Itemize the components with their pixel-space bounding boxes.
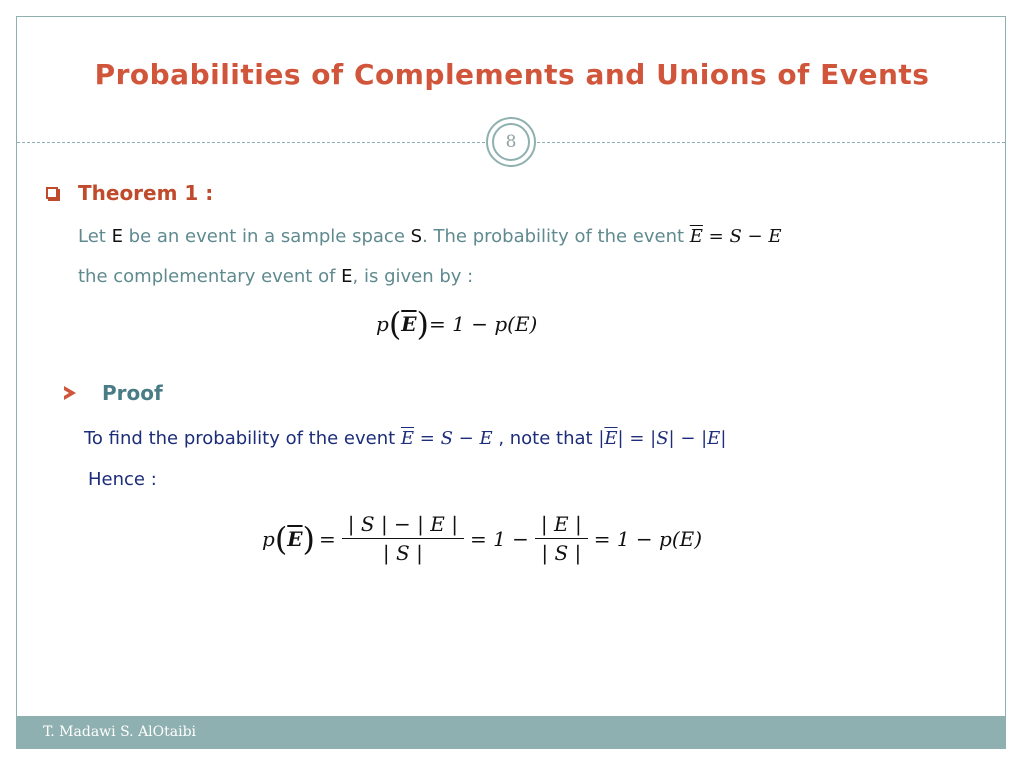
formula-paren-close: ) xyxy=(416,305,430,343)
proof-line-1 xyxy=(84,428,726,449)
page-number-badge xyxy=(486,117,536,167)
page-number: 8 xyxy=(492,123,530,161)
theorem-text: . The probability of the event xyxy=(422,226,690,247)
proof-label: Proof xyxy=(102,381,163,405)
complement-equation: = S − E xyxy=(702,226,782,247)
theorem-text: the complementary event of xyxy=(78,266,342,287)
event-symbol: E xyxy=(341,266,353,287)
abs-bar: | xyxy=(598,428,605,449)
formula-paren-open: ( xyxy=(388,305,402,343)
fraction-2-numerator: | E | xyxy=(535,512,588,539)
fraction-1 xyxy=(342,512,464,565)
theorem-formula xyxy=(376,305,538,343)
checkbox-bullet-icon xyxy=(46,187,58,199)
theorem-line-1 xyxy=(78,226,781,247)
slide-title: Probabilities of Complements and Unions of Events xyxy=(94,58,930,91)
theorem-label: Theorem 1 : xyxy=(78,181,214,205)
event-symbol: E xyxy=(111,226,123,247)
proof-line-2: Hence : xyxy=(88,469,157,490)
formula-paren-open: ( xyxy=(274,519,288,558)
proof-formula xyxy=(262,512,702,565)
proof-text: To find the probability of the event xyxy=(84,428,401,449)
footer-bar xyxy=(17,716,1005,749)
cardinality-equation: = |S| − |E| xyxy=(623,428,727,449)
formula-rest: = 1 − p(E) xyxy=(429,312,538,336)
formula-equals: = xyxy=(319,526,336,551)
complement-symbol: $\overline{E}$ xyxy=(400,428,415,449)
formula-complement: $\overline{E}$ xyxy=(401,312,417,336)
formula-middle: = 1 − xyxy=(469,526,529,551)
formula-complement: $\overline{E}$ xyxy=(287,526,303,551)
abs-bar: | xyxy=(617,428,624,449)
theorem-heading xyxy=(46,180,213,206)
footer-author: T. Madawi S. AlOtaibi xyxy=(43,724,197,740)
fraction-1-denominator: | S | xyxy=(382,541,423,565)
formula-end: = 1 − p(E) xyxy=(593,526,703,551)
complement-equation: = S − E xyxy=(414,428,493,449)
arrow-bullet-icon xyxy=(64,386,76,400)
formula-p: p xyxy=(262,526,275,551)
sample-space-symbol: S xyxy=(410,226,423,247)
proof-heading xyxy=(64,380,163,406)
complement-symbol: $\overline{E}$ xyxy=(604,428,618,449)
proof-text: , note that xyxy=(492,428,599,449)
theorem-text: , is given by : xyxy=(352,266,474,287)
theorem-line-2 xyxy=(78,266,473,287)
fraction-2 xyxy=(535,512,588,565)
fraction-2-denominator: | S | xyxy=(541,541,582,565)
theorem-text: be an event in a sample space xyxy=(122,226,411,247)
formula-paren-close: ) xyxy=(302,519,316,558)
complement-symbol: $\overline{E}$ xyxy=(689,226,703,247)
fraction-1-numerator: | S | − | E | xyxy=(342,512,464,539)
theorem-text: Let xyxy=(78,226,112,247)
formula-p: p xyxy=(376,312,389,336)
